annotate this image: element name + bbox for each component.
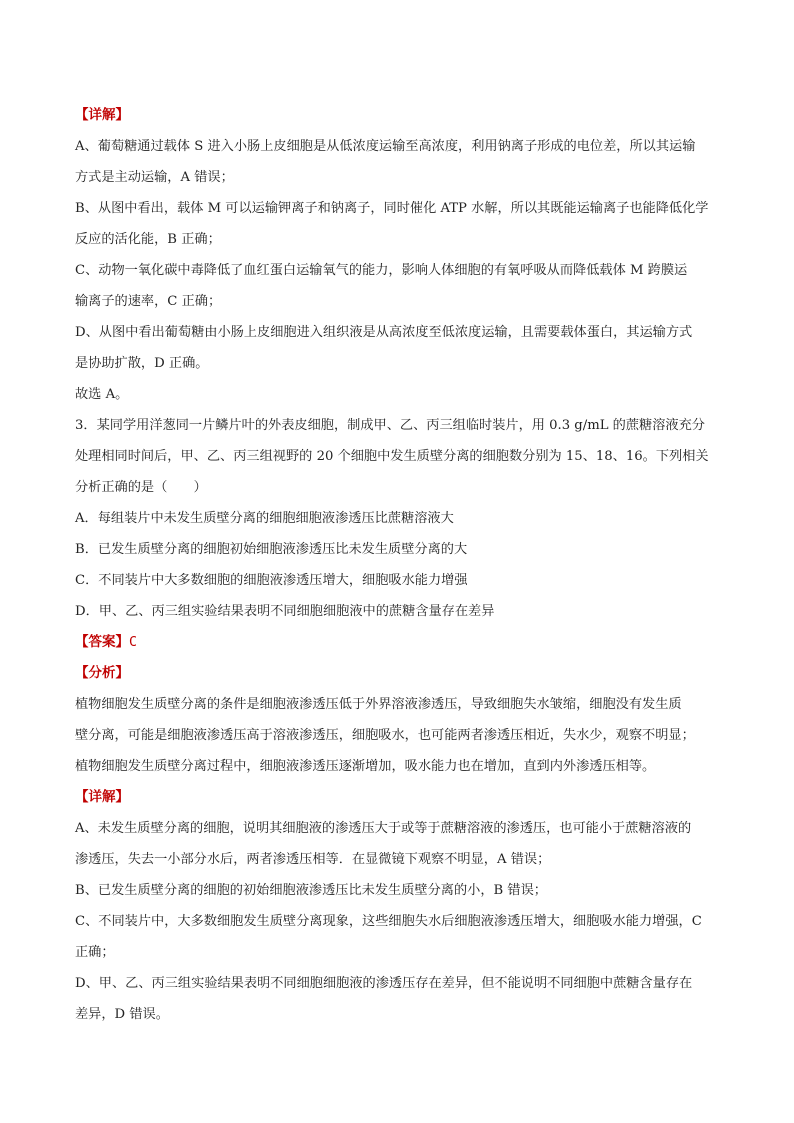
option-d: D．甲、乙、丙三组实验结果表明不同细胞细胞液中的蔗糖含量存在差异 bbox=[75, 604, 495, 619]
option-b: B．已发生质壁分离的细胞初始细胞液渗透压比未发生质壁分离的大 bbox=[75, 542, 468, 557]
detail-line: B、已发生质壁分离的细胞的初始细胞液渗透压比未发生质壁分离的小，B 错误； bbox=[75, 883, 547, 898]
detail-heading: 【详解】 bbox=[75, 107, 129, 123]
analysis-line: 植物细胞发生质壁分离过程中，细胞液渗透压逐渐增加，吸水能力也在增加，直到内外渗透压相等。 bbox=[75, 759, 656, 774]
detail-line: 差异，D 错误。 bbox=[75, 1007, 169, 1022]
detail-line: C、不同装片中，大多数细胞发生质壁分离现象，这些细胞失水后细胞液渗透压增大，细胞吸水能力增强，C bbox=[75, 914, 702, 929]
analysis-line: 壁分离，可能是细胞液渗透压高于溶液渗透压，细胞吸水，也可能两者渗透压相近，失水少，观察不明显； bbox=[75, 728, 695, 743]
detail-line: 反应的活化能，B 正确； bbox=[75, 232, 221, 247]
question-stem-line: 分析正确的是（ ） bbox=[75, 480, 207, 495]
option-c: C．不同装片中大多数细胞的细胞液渗透压增大，细胞吸水能力增强 bbox=[75, 573, 468, 588]
detail-line: D、从图中看出葡萄糖由小肠上皮细胞进入组织液是从高浓度至低浓度运输，且需要载体蛋白，其运输方式 bbox=[75, 325, 693, 340]
answer-line bbox=[75, 627, 730, 658]
detail-line: A、葡萄糖通过载体 S 进入小肠上皮细胞是从低浓度运输至高浓度，利用钠离子形成的电位差，所以其运输 bbox=[75, 139, 696, 154]
detail-line: C、动物一氧化碳中毒降低了血红蛋白运输氧气的能力，影响人体细胞的有氧呼吸从而降低载体 M 跨膜运 bbox=[75, 263, 688, 278]
document-body bbox=[75, 100, 730, 1030]
option-a: A．每组装片中未发生质壁分离的细胞细胞液渗透压比蔗糖溶液大 bbox=[75, 511, 454, 526]
analysis-line: 植物细胞发生质壁分离的条件是细胞液渗透压低于外界溶液渗透压，导致细胞失水皱缩，细胞没有发生质 bbox=[75, 697, 682, 712]
question-stem-line: 3．某同学用洋葱同一片鳞片叶的外表皮细胞，制成甲、乙、丙三组临时装片，用 0.3 g/mL 的蔗糖溶液充分 bbox=[75, 418, 705, 433]
detail-line: A、未发生质壁分离的细胞，说明其细胞液的渗透压大于或等于蔗糖溶液的渗透压，也可能小于蔗糖溶液的 bbox=[75, 821, 692, 836]
answer-label: 【答案】 bbox=[75, 634, 129, 650]
analysis-heading: 【分析】 bbox=[75, 665, 129, 681]
answer-value: C bbox=[129, 635, 137, 650]
detail-line: 方式是主动运输，A 错误； bbox=[75, 170, 234, 185]
question-stem-line: 处理相同时间后，甲、乙、丙三组视野的 20 个细胞中发生质壁分离的细胞数分别为 15、18、16。下列相关 bbox=[75, 449, 709, 464]
detail-line: 渗透压，失去一小部分水后，两者渗透压相等．在显微镜下观察不明显，A 错误； bbox=[75, 852, 551, 867]
detail-line: 输离子的速率，C 正确； bbox=[75, 294, 222, 309]
detail-line: 正确； bbox=[75, 945, 115, 960]
detail-line: 是协助扩散，D 正确。 bbox=[75, 356, 209, 371]
conclusion-line: 故选 A。 bbox=[75, 387, 129, 402]
detail-line: B、从图中看出，载体 M 可以运输钾离子和钠离子，同时催化 ATP 水解，所以其既能运输离子也能降低化学 bbox=[75, 201, 709, 216]
detail-line: D、甲、乙、丙三组实验结果表明不同细胞细胞液的渗透压存在差异，但不能说明不同细胞中蔗糖含量存在 bbox=[75, 976, 693, 991]
detail-heading: 【详解】 bbox=[75, 789, 129, 805]
